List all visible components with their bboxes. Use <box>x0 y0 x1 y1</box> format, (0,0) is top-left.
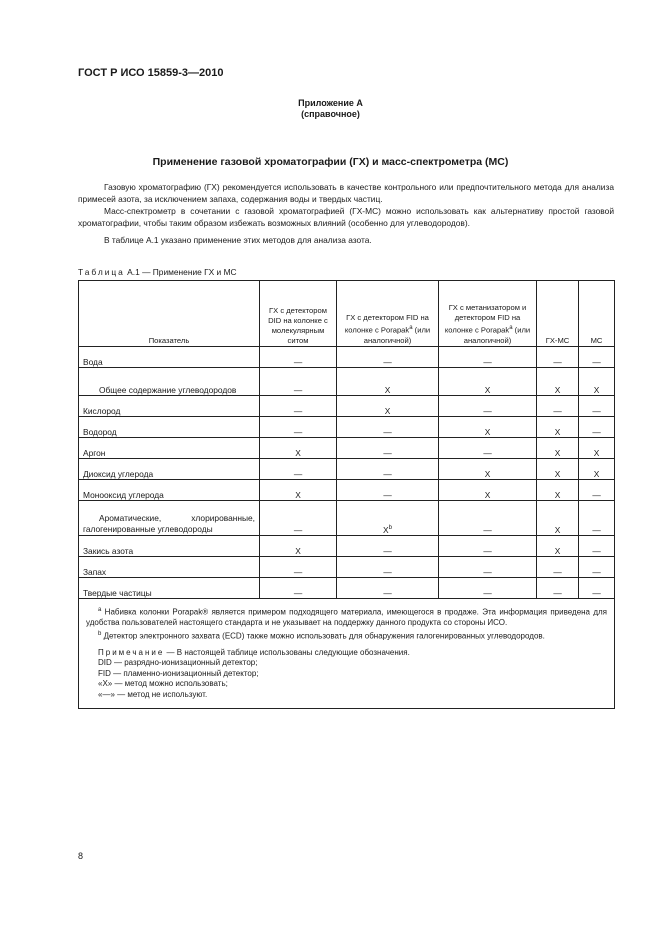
cell-gcms: X <box>537 459 579 480</box>
cell-fid: — <box>337 578 439 599</box>
header-fid-post: (или аналогичной) <box>363 326 431 345</box>
cell-ms: — <box>579 396 615 417</box>
cell-ms: — <box>579 536 615 557</box>
paragraph-3: В таблице А.1 указано применение этих методов для анализа азота. <box>104 235 372 245</box>
annex-subtitle: (справочное) <box>301 109 360 119</box>
row-param: Аргон <box>79 438 260 459</box>
cell-meth: X <box>439 368 537 396</box>
document-id: ГОСТ Р ИСО 15859-3—2010 <box>78 67 224 79</box>
cell-fid-text: X <box>383 525 389 535</box>
header-did: ГХ с детектором DID на колонке с молекулярным ситом <box>260 281 337 347</box>
cell-fid: — <box>337 459 439 480</box>
cell-did: — <box>260 396 337 417</box>
table-row <box>79 480 615 501</box>
cell-fid-sup: b <box>388 525 392 532</box>
annex-heading <box>0 98 661 120</box>
page-number: 8 <box>78 851 84 861</box>
table-caption-text: А.1 — Применение ГХ и МС <box>124 267 237 277</box>
cell-gcms: X <box>537 417 579 438</box>
note-intro <box>86 648 607 659</box>
row-param: Твердые частицы <box>79 578 260 599</box>
table-row <box>79 417 615 438</box>
note-intro-text: — В настоящей таблице использованы следующие обозначения. <box>164 647 410 657</box>
table-row <box>79 438 615 459</box>
section-title: Применение газовой хроматографии (ГХ) и масс-спектрометра (МС) <box>152 156 509 168</box>
paragraph-1: Газовую хроматографию (ГХ) рекомендуется использовать в качестве контрольного или предпочтительного метода для анализа примесей азота, за исключением запаха, содержания воды и твердых частиц. <box>78 182 614 204</box>
table-caption <box>78 267 237 277</box>
cell-ms: — <box>579 578 615 599</box>
header-meth-sup: a <box>509 325 513 332</box>
cell-gcms: X <box>537 501 579 536</box>
cell-did: — <box>260 578 337 599</box>
cell-ms: — <box>579 347 615 368</box>
table-header-row <box>79 281 615 347</box>
annex-title: Приложение А <box>298 98 363 108</box>
table-row <box>79 459 615 480</box>
row-param: Водород <box>79 417 260 438</box>
header-fid-text: ГХ с детектором FID на колонке с Porapak <box>344 313 429 335</box>
header-methanizer <box>439 281 537 347</box>
cell-meth: — <box>439 438 537 459</box>
cell-meth: — <box>439 557 537 578</box>
cell-ms: X <box>579 438 615 459</box>
table-row <box>79 536 615 557</box>
row-param: Запах <box>79 557 260 578</box>
cell-ms: X <box>579 368 615 396</box>
cell-ms: — <box>579 417 615 438</box>
cell-gcms: X <box>537 438 579 459</box>
header-meth-post: (или аналогичной) <box>463 326 531 345</box>
cell-did: — <box>260 417 337 438</box>
cell-did: X <box>260 438 337 459</box>
cell-meth: — <box>439 578 537 599</box>
cell-ms: — <box>579 557 615 578</box>
table-caption-label: Таблица <box>78 267 125 277</box>
cell-meth: — <box>439 396 537 417</box>
cell-ms: — <box>579 501 615 536</box>
table-row <box>79 396 615 417</box>
footnote-a-mark: a <box>98 607 102 613</box>
cell-fid: — <box>337 536 439 557</box>
footnote-b <box>86 629 607 642</box>
row-param: Диоксид углерода <box>79 459 260 480</box>
table-row <box>79 347 615 368</box>
cell-gcms: — <box>537 578 579 599</box>
header-gcms: ГХ-МС <box>537 281 579 347</box>
cell-fid: — <box>337 557 439 578</box>
table-row <box>79 501 615 536</box>
cell-did: — <box>260 368 337 396</box>
cell-gcms: X <box>537 536 579 557</box>
table-notes-row <box>79 599 615 709</box>
methods-table <box>78 280 615 709</box>
row-param: Закись азота <box>79 536 260 557</box>
footnote-a <box>86 605 607 629</box>
cell-meth: — <box>439 501 537 536</box>
cell-gcms: — <box>537 557 579 578</box>
row-param-text: Общее содержание углеводородов <box>99 385 237 395</box>
cell-meth: X <box>439 459 537 480</box>
cell-fid: X <box>337 368 439 396</box>
cell-did: X <box>260 480 337 501</box>
cell-meth: — <box>439 347 537 368</box>
cell-fid: — <box>337 417 439 438</box>
row-param-text: Ароматические, хлорированные, галогенированные углеводороды <box>83 513 255 534</box>
table-row <box>79 368 615 396</box>
row-param: Вода <box>79 347 260 368</box>
cell-meth: X <box>439 417 537 438</box>
cell-fid: — <box>337 480 439 501</box>
note-label: Примечание <box>98 647 165 657</box>
header-param: Показатель <box>79 281 260 347</box>
cell-gcms: X <box>537 368 579 396</box>
note-line: «—» — метод не используют. <box>98 689 208 699</box>
cell-meth: X <box>439 480 537 501</box>
table-row <box>79 578 615 599</box>
cell-meth: — <box>439 536 537 557</box>
cell-did: — <box>260 557 337 578</box>
footnote-b-mark: b <box>98 630 102 637</box>
note-line: FID — пламенно-ионизационный детектор; <box>98 668 259 678</box>
cell-fid: X <box>337 396 439 417</box>
cell-ms: — <box>579 480 615 501</box>
cell-did: X <box>260 536 337 557</box>
body-text <box>78 181 614 246</box>
row-param <box>79 368 260 396</box>
cell-fid: — <box>337 438 439 459</box>
note-line: «X» — метод можно использовать; <box>98 679 228 689</box>
cell-did: — <box>260 347 337 368</box>
cell-fid <box>337 501 439 536</box>
cell-gcms: — <box>537 396 579 417</box>
header-meth-text: ГХ с метанизатором и детектором FID на колонке с Porapak <box>444 303 527 335</box>
footnote-a-text: Набивка колонки Porapak® является примером подходящего материала, имеющегося в продаже. Эта информация приведена для удобства пользователей настоящего стандарта и не указывает на поддержку данного продукта со стороны ИСО. <box>86 607 607 628</box>
cell-gcms: X <box>537 480 579 501</box>
table-row <box>79 557 615 578</box>
header-fid-sup: a <box>409 325 413 332</box>
row-param: Кислород <box>79 396 260 417</box>
header-ms: МС <box>579 281 615 347</box>
table-notes <box>79 599 615 709</box>
footnote-b-text: Детектор электронного захвата (ECD) также можно использовать для обнаружения галогенированных углеводородов. <box>101 631 545 641</box>
note-line: DID — разрядно-ионизационный детектор; <box>98 658 258 668</box>
cell-did: — <box>260 459 337 480</box>
cell-fid: — <box>337 347 439 368</box>
row-param: Монооксид углерода <box>79 480 260 501</box>
cell-did: — <box>260 501 337 536</box>
row-param <box>79 501 260 536</box>
cell-gcms: — <box>537 347 579 368</box>
header-fid <box>337 281 439 347</box>
cell-ms: X <box>579 459 615 480</box>
paragraph-2: Масс-спектрометр в сочетании с газовой хроматографией (ГХ-МС) можно использовать как альтернативу простой газовой хроматографии, чтобы таким образом избежать возможных влияний (особенно для углеводородов). <box>78 206 614 228</box>
